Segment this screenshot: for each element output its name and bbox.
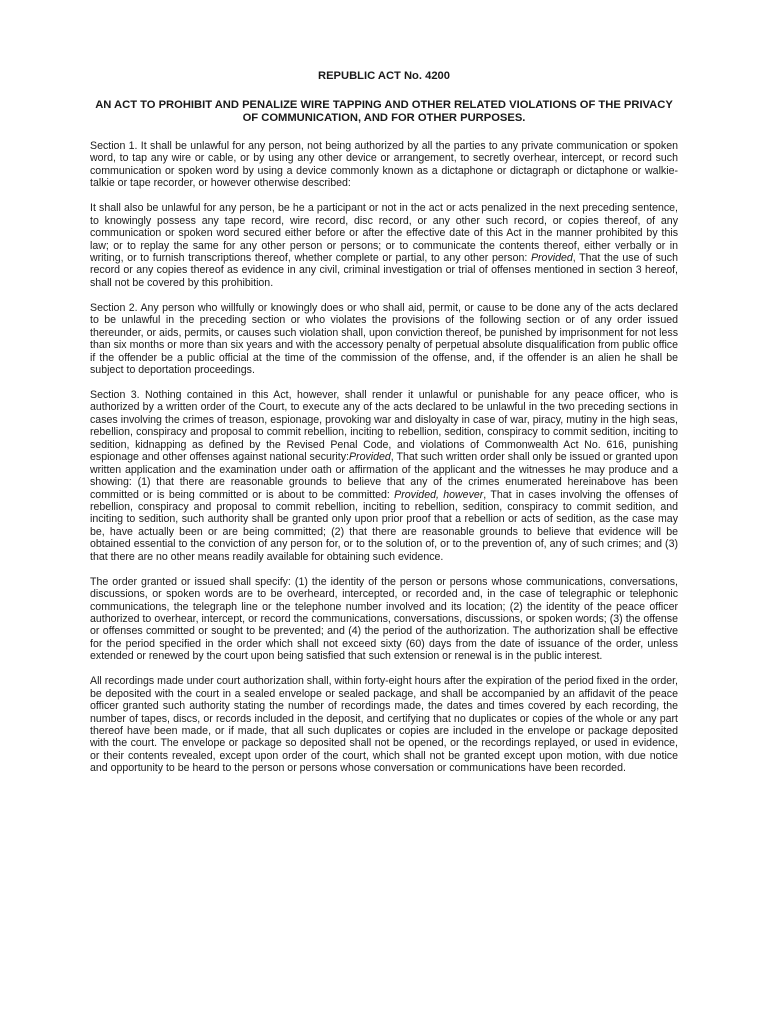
- section-3-paragraph: [90, 389, 678, 563]
- provided-however-clause: Provided, however: [394, 488, 484, 501]
- section-3-text-2: , That such written order shall only be issued or granted upon written application and the examination under oath or affirmation of the applicant and the witnesses he may produce and a showing: (1) that there are reasonable grounds to believe that any of the crimes enumerated hereinabove has been committed or is being committed or is about to be committed:: [90, 451, 678, 501]
- provided-clause: Provided: [348, 451, 391, 464]
- section-2-paragraph: Section 2. Any person who willfully or knowingly does or who shall aid, permit, or cause to be done any of the acts declared to be unlawful in the preceding section or who violates the provisions of the following section or of any order issued thereunder, or aids, permits, or causes such violation shall, upon conviction thereof, be punished by imprisonment for not less than six months or more than six years and with the accessory penalty of perpetual absolute disqualification from public office if the offender be a public official at the time of the commission of the offense, and, if the offender is an alien he shall be subject to deportation proceedings.: [90, 301, 678, 377]
- section-1-continuation-paragraph: [90, 202, 678, 289]
- section-1b-text-2: , That the use of such record or any copies thereof as evidence in any civil, criminal investigation or trial of offenses mentioned in section 3 hereof, shall not be covered by this prohibition.: [90, 252, 678, 289]
- document-subtitle: AN ACT TO PROHIBIT AND PENALIZE WIRE TAPPING AND OTHER RELATED VIOLATIONS OF THE PRIVACY OF COMMUNICATION, AND FOR OTHER PURPOSES.: [95, 99, 673, 124]
- provided-clause: Provided: [530, 252, 573, 265]
- section-3-text-3: , That in cases involving the offenses of rebellion, conspiracy and proposal to commit rebellion, inciting to rebellion, sedition, conspiracy to commit sedition, and inciting to sedition, such authority shall be granted only upon prior proof that a rebellion or acts of sedition, as the case may be, have actually been or are being committed; (2) that there are reasonable grounds to believe that evidence will be obtained essential to the conviction of any person for, or to the solution of, or to the prevention of, any of such crimes; and (3) that there are no other means readily available for obtaining such evidence.: [90, 488, 678, 563]
- document-page: [90, 70, 678, 787]
- document-title: REPUBLIC ACT No. 4200: [318, 70, 450, 82]
- section-1b-text-1: It shall also be unlawful for any person, be he a participant or not in the act or acts penalized in the next preceding sentence, to knowingly possess any tape record, wire record, disc record, or any other such record, or copies thereof, of any communication or spoken word secured either before or after the effective date of this Act in the manner prohibited by this law; or to replay the same for any other person or persons; or to communicate the contents thereof, either verbally or in writing, or to furnish transcriptions thereof, whether complete or partial, to any other person:: [90, 202, 678, 265]
- recordings-paragraph: All recordings made under court authorization shall, within forty-eight hours after the expiration of the period fixed in the order, be deposited with the court in a sealed envelope or sealed package, and shall be accompanied by an affidavit of the peace officer granted such authority stating the number of recordings made, the dates and times covered by each recording, the number of tapes, discs, or records included in the deposit, and certifying that no duplicates or copies of the whole or any part thereof have been made, or if made, that all such duplicates or copies are included in the envelope or package deposited with the court. The envelope or package so deposited shall not be opened, or the recordings replayed, or used in evidence, or their contents revealed, except upon order of the court, which shall not be granted except upon motion, with due notice and opportunity to be heard to the person or persons whose conversation or communications have been recorded.: [90, 675, 678, 775]
- order-specification-paragraph: The order granted or issued shall specify: (1) the identity of the person or persons whose communications, conversations, discussions, or spoken words are to be overheard, intercepted, or recorded and, in the case of telegraphic or telephonic communications, the telegraph line or the telephone number involved and its location; (2) the identity of the peace officer authorized to overhear, intercept, or record the communications, conversations, discussions, or spoken words; (3) the offense or offenses committed or sought to be prevented; and (4) the period of the authorization. The authorization shall be effective for the period specified in the order which shall not exceed sixty (60) days from the date of issuance of the order, unless extended or renewed by the court upon being satisfied that such extension or renewal is in the public interest.: [90, 575, 678, 663]
- section-3-text-1: Section 3. Nothing contained in this Act, however, shall render it unlawful or punishable for any peace officer, who is authorized by a written order of the Court, to execute any of the acts declared to be unlawful in the two preceding sections in cases involving the crimes of treason, espionage, provoking war and disloyalty in case of war, piracy, mutiny in the high seas, rebellion, conspiracy and proposal to commit rebellion, inciting to rebellion, sedition, conspiracy to commit sedition, inciting to sedition, kidnapping as defined by the Revised Penal Code, and violations of Commonwealth Act No. 616, punishing espionage and other offenses against national security:: [90, 388, 678, 464]
- section-1-paragraph: Section 1. It shall be unlawful for any person, not being authorized by all the parties to any private communication or spoken word, to tap any wire or cable, or by using any other device or arrangement, to secretly overhear, intercept, or record such communication or spoken word by using a device commonly known as a dictaphone or dictagraph or dictaphone or walkie-talkie or tape recorder, or however otherwise described:: [90, 140, 678, 190]
